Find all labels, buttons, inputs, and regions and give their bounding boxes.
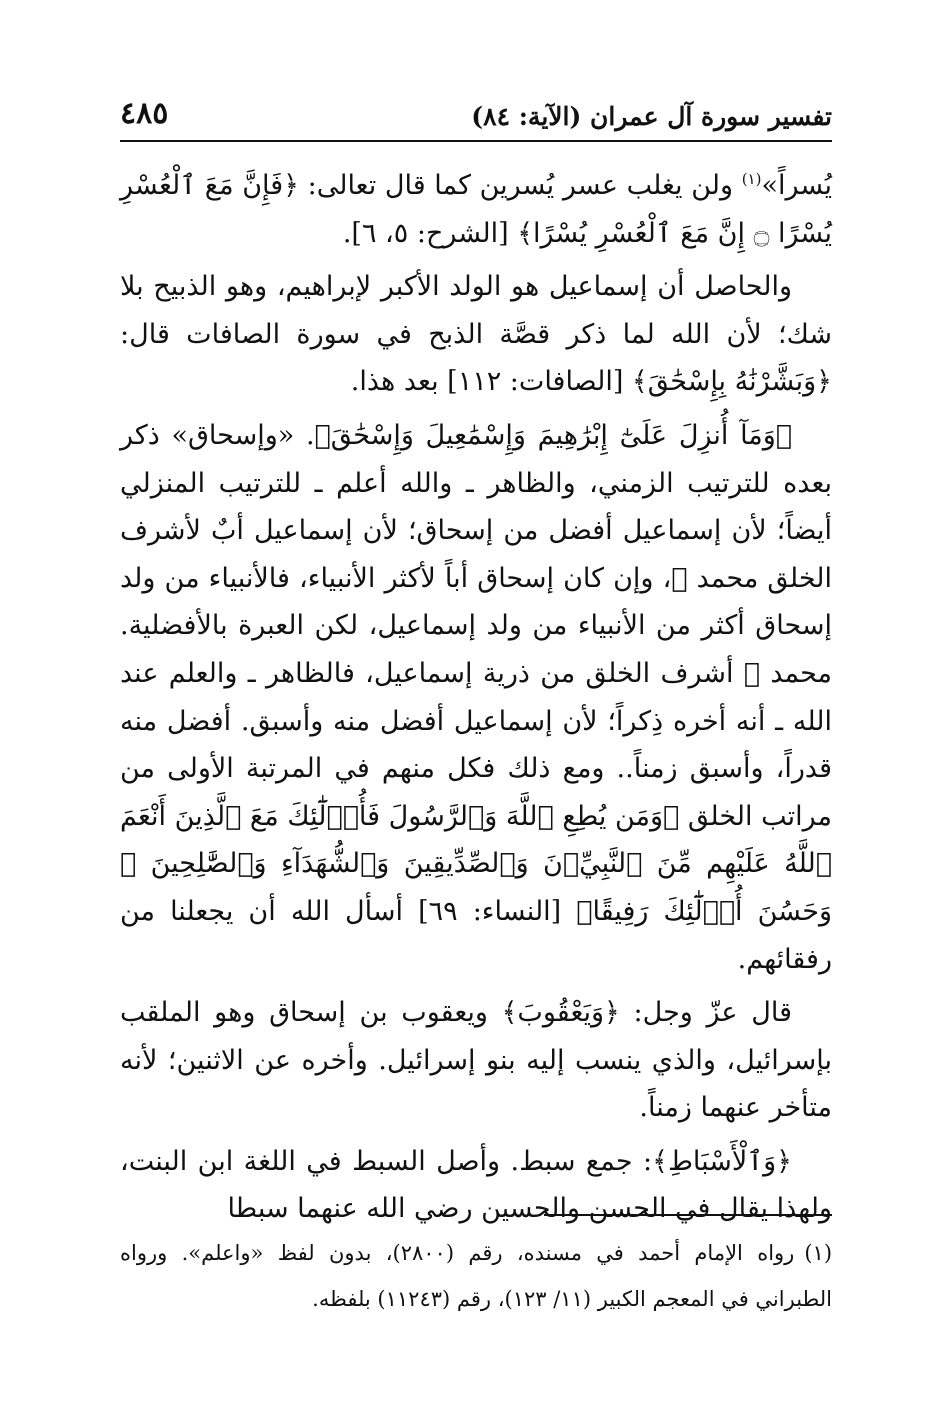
running-title: تفسير سورة آل عمران (الآية: ٨٤) [471,102,832,131]
page-header [120,96,832,140]
paragraph-1-text: ولن يغلب عسر يُسرين كما قال تعالى: ﴿فَإِنَّ مَعَ ٱلْعُسْرِ يُسْرًا ۝ إِنَّ مَعَ ٱلْعُسْرِ يُسْرًا﴾ [الشرح: ٥، ٦]. [120,170,832,249]
paragraph-1 [120,162,832,257]
paragraph-3: ﴿وَمَآ أُنزِلَ عَلَىٰٓ إِبْرَٰهِيمَ وَإِسْمَٰعِيلَ وَإِسْحَٰقَ﴾. «وإسحاق» ذكر بعده للترتيب الزمني، والظاهر ـ والله أعلم ـ للترتيب المنزلي أيضاً؛ لأن إسماعيل أفضل من إسحاق؛ لأن إسماعيل أبٌ لأشرف الخلق محمد ﷺ، وإن كان إسحاق أباً لأكثر الأنبياء، فالأنبياء من ولد إسحاق أكثر من الأنبياء من ولد إسماعيل، لكن العبرة بالأفضلية. محمد ﷺ أشرف الخلق من ذرية إسماعيل، فالظاهر ـ والعلم عند الله ـ أنه أخره ذِكراً؛ لأن إسماعيل أفضل منه وأسبق. أفضل منه قدراً، وأسبق زمناً.. ومع ذلك فكل منهم في المرتبة الأولى من مراتب الخلق ﴿وَمَن يُطِعِ ٱللَّهَ وَٱلرَّسُولَ فَأُو۟لَٰٓئِكَ مَعَ ٱلَّذِينَ أَنْعَمَ ٱللَّهُ عَلَيْهِم مِّنَ ٱلنَّبِيِّۦنَ وَٱلصِّدِّيقِينَ وَٱلشُّهَدَآءِ وَٱلصَّٰلِحِينَ ۚ وَحَسُنَ أُو۟لَٰٓئِكَ رَفِيقًا﴾ [النساء: ٦٩] أسأل الله أن يجعلنا من رفقائهم. [120,419,833,975]
footnote-ref[interactable]: (١) [741,170,762,188]
page-number: ٤٨٥ [120,96,169,131]
paragraph-2: والحاصل أن إسماعيل هو الولد الأكبر لإبراهيم، وهو الذبيح بلا شك؛ لأن الله لما ذكر قصَّة الذبح في سورة الصافات قال: ﴿وَبَشَّرْنَٰهُ بِإِسْحَٰقَ﴾ [الصافات: ١١٢] بعد هذا. [120,271,832,398]
header-divider [120,140,832,142]
footnote-divider [544,1214,832,1216]
footnote-number: (١) [804,1241,833,1265]
paragraph-5: ﴿وَٱلْأَسْبَاطِ﴾: جمع سبط. وأصل السبط في اللغة ابن البنت، ولهذا يقال في الحسن والحسين رضي الله عنهما سبطا [120,1145,832,1225]
footnote-text: رواه الإمام أحمد في مسنده، رقم (٢٨٠٠)، بدون لفظ «واعلم». ورواه الطبراني في المعجم الكبير (١١/ ١٢٣)، رقم (١١٢٤٣) بلفظه. [120,1241,832,1311]
main-text [120,162,832,1233]
paragraph-4: قال عزّ وجل: ﴿وَيَعْقُوبَ﴾ ويعقوب بن إسحاق وهو الملقب بإسرائيل، والذي ينسب إليه بنو إسرائيل. وأخره عن الاثنين؛ لأنه متأخر عنهما زمناً. [120,997,832,1124]
footnotes [120,1230,832,1322]
continued-word: يُسراً» [761,170,832,201]
footnote-1 [120,1230,832,1322]
